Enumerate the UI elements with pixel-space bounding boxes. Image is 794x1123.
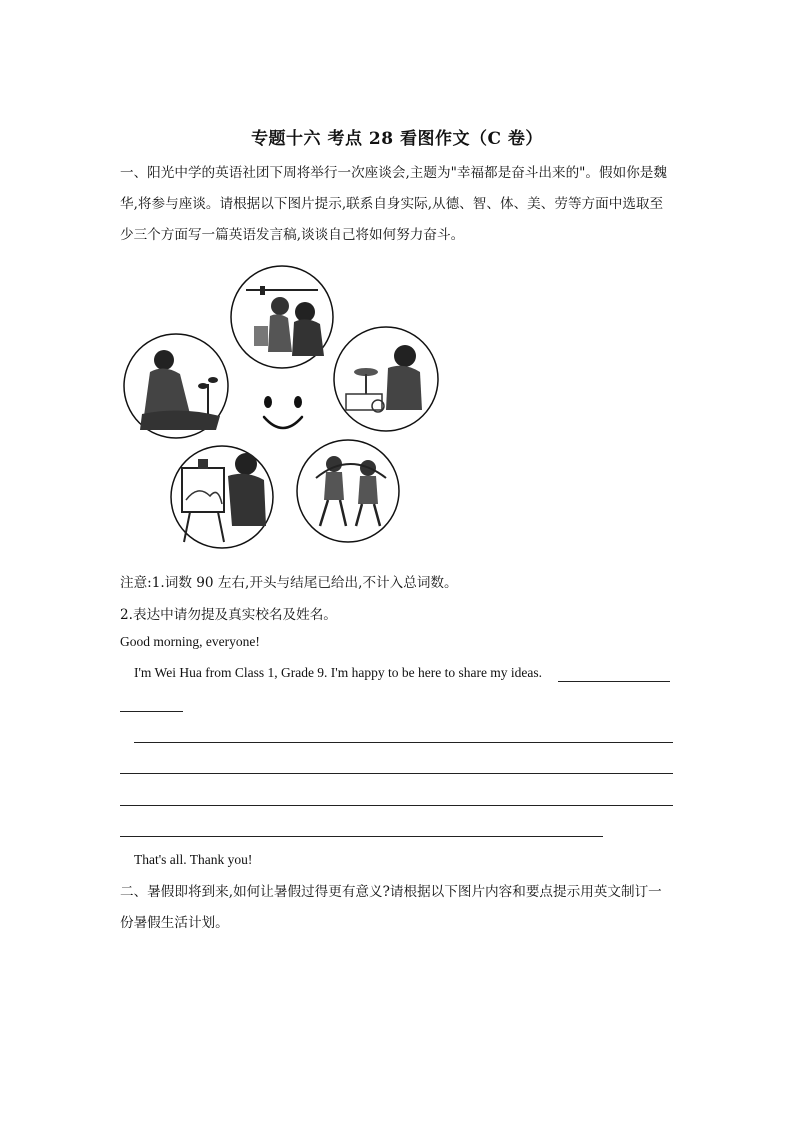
smiley-face-icon [264, 396, 302, 428]
note-1: 注意:1.词数 90 左右,开头与结尾已给出,不计入总词数。 [120, 575, 458, 591]
question-1-prompt: 一、阳光中学的英语社团下周将举行一次座谈会,主题为"幸福都是奋斗出来的"。假如你是魏华,将参与座谈。请根据以下图片提示,联系自身实际,从德、智、体、美、劳等方面中选取至少三个方面写一篇英语发言稿,谈谈自己将如何努力奋斗。 [120, 165, 667, 243]
exercise-icon [297, 440, 399, 542]
question-2-prompt: 二、暑假即将到来,如何让暑假过得更有意义?请根据以下图片内容和要点提示用英文制订一份暑假生活计划。 [120, 884, 662, 931]
greeting: Good morning, everyone! [120, 634, 260, 649]
planting-icon [124, 334, 228, 438]
page-title: 专题十六 考点 28 看图作文（C 卷） [251, 129, 543, 149]
answer-line [120, 836, 603, 837]
answer-line [120, 805, 673, 806]
illustration [120, 264, 442, 552]
closing: That's all. Thank you! [134, 852, 253, 867]
intro-sentence: I'm Wei Hua from Class 1, Grade 9. I'm happy to be here to share my ideas. [134, 665, 543, 680]
painting-icon [171, 446, 273, 548]
answer-line [120, 711, 183, 712]
note-2: 2.表达中请勿提及真实校名及姓名。 [120, 607, 337, 623]
helping-people-icon [231, 266, 333, 368]
answer-line [120, 773, 673, 774]
answer-line [134, 742, 673, 743]
answer-line [558, 681, 670, 682]
studying-icon [334, 327, 438, 431]
